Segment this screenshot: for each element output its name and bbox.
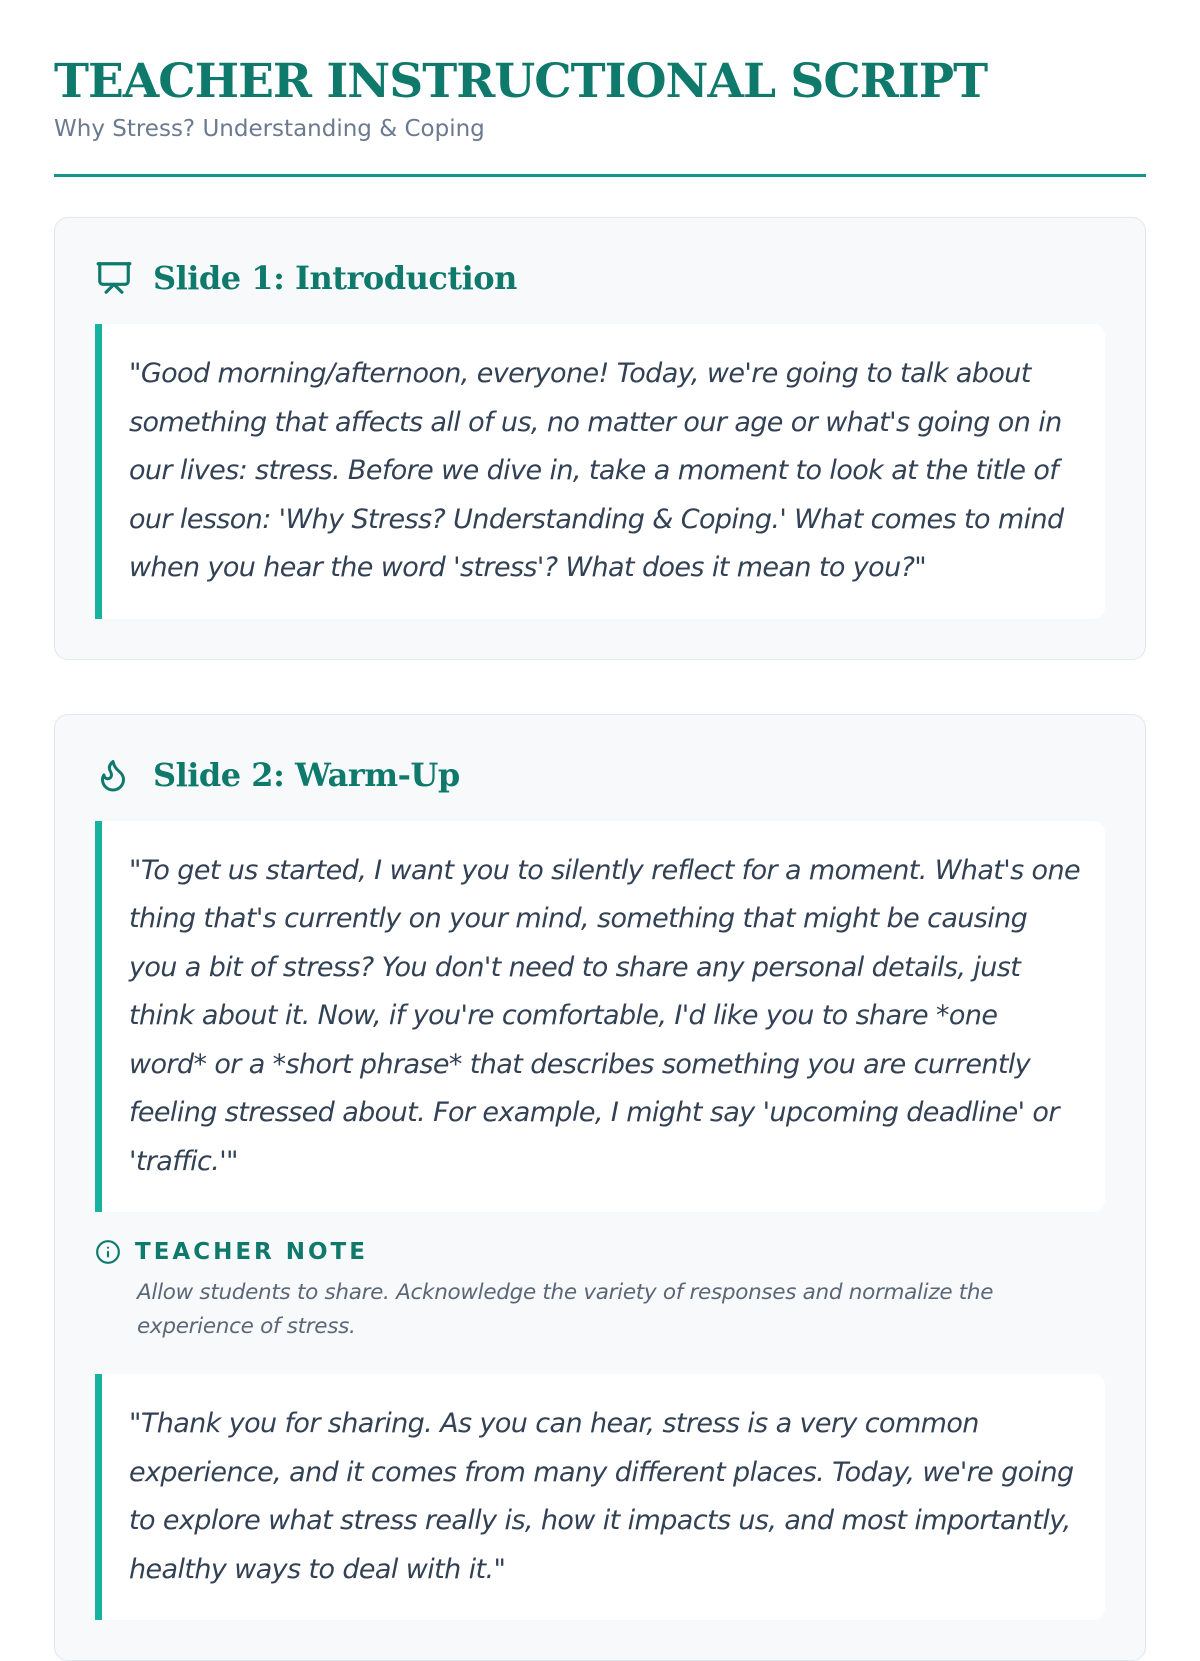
presentation-board-icon xyxy=(95,258,135,298)
page-title: TEACHER INSTRUCTIONAL SCRIPT xyxy=(54,54,1146,110)
page-subtitle: Why Stress? Understanding & Coping xyxy=(54,114,1146,144)
script-quote: "Good morning/afternoon, everyone! Today, we're going to talk about something that affects all of us, no matter our age or what's going on in our lives: stress. Before we dive in, take a moment to look at the title of our lesson: 'Why Stress? Understanding & Coping.' What comes to mind when you hear the word 'stress'? What does it mean to you?" xyxy=(95,324,1105,619)
script-quote: "Thank you for sharing. As you can hear, stress is a very common experience, and it comes from many different places. Today, we're going to explore what stress really is, how it impacts us, and most importantly, healthy ways to deal with it." xyxy=(95,1374,1105,1620)
info-icon xyxy=(95,1238,123,1266)
slide-title: Slide 2: Warm-Up xyxy=(153,755,460,795)
teacher-note-header xyxy=(95,1238,1105,1266)
slide-header xyxy=(95,258,1105,298)
teacher-note xyxy=(95,1238,1105,1344)
slide-title: Slide 1: Introduction xyxy=(153,258,517,298)
flame-icon xyxy=(95,755,135,795)
document-header xyxy=(54,54,1146,177)
slide-header xyxy=(95,755,1105,795)
slide-card-1 xyxy=(54,217,1146,660)
teacher-note-text: Allow students to share. Acknowledge the variety of responses and normalize the experience of stress. xyxy=(137,1276,1105,1344)
slide-card-2 xyxy=(54,714,1146,1661)
teacher-note-label: TEACHER NOTE xyxy=(135,1239,368,1265)
script-quote: "To get us started, I want you to silently reflect for a moment. What's one thing that's currently on your mind, something that might be causing you a bit of stress? You don't need to share any personal details, just think about it. Now, if you're comfortable, I'd like you to share *one word* or a *short phrase* that describes something you are currently feeling stressed about. For example, I might say 'upcoming deadline' or 'traffic.'" xyxy=(95,821,1105,1213)
